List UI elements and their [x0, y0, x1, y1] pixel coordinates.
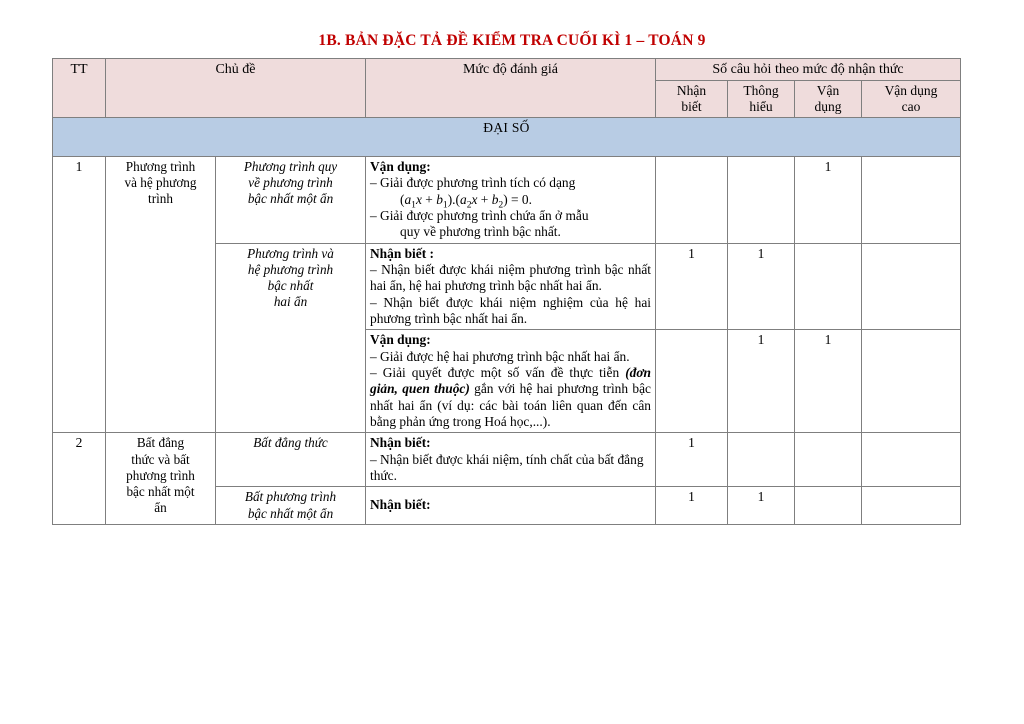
subtopic-line: hệ phương trình — [247, 261, 334, 277]
subtopic-cell — [216, 243, 366, 433]
topic-line: trình — [148, 191, 173, 207]
col-header-van-dung-cao-line1: Vận dụng — [884, 83, 938, 99]
level-item-text: – Giải được phương trình chứa ẩn ở mẫu — [370, 207, 589, 223]
col-header-level: Mức độ đánh giá — [366, 59, 656, 118]
count-van-dung-cao — [862, 487, 961, 524]
subtopic-line: về phương trình — [248, 175, 333, 191]
col-header-nhan-biet-line2: biết — [681, 99, 702, 114]
count-nhan-biet: 1 — [656, 433, 728, 487]
level-item-continuation: $(a_1x + b_1).(a_2x + b_2) = 0$. — [400, 191, 532, 211]
subtopic-line: Bất đẳng thức — [253, 435, 328, 451]
level-heading: Vận dụng: — [370, 158, 431, 174]
topic-cell-1 — [106, 156, 216, 433]
topic-line: phương trình — [126, 467, 195, 483]
topic-cell-2 — [106, 433, 216, 524]
count-thong-hieu: 1 — [728, 487, 795, 524]
page-title: 1B. BẢN ĐẶC TẢ ĐỀ KIỂM TRA CUỐI KÌ 1 – TOÁN 9 — [318, 32, 706, 49]
level-cell — [366, 156, 656, 243]
count-van-dung-cao — [862, 330, 961, 433]
spec-table-container — [52, 58, 961, 525]
count-van-dung: 1 — [795, 156, 862, 243]
col-header-thong-hieu-line2: hiểu — [749, 99, 773, 114]
specification-table — [52, 58, 961, 525]
level-item-emphasis: (đơn giản, quen thuộc) — [370, 365, 651, 397]
count-thong-hieu: 1 — [728, 243, 795, 330]
level-item — [370, 365, 651, 430]
level-cell — [366, 330, 656, 433]
count-thong-hieu: 1 — [728, 330, 795, 433]
col-header-topic: Chủ đề — [106, 59, 366, 118]
subtopic-line: bậc nhất — [267, 277, 314, 293]
table-header — [53, 59, 961, 118]
count-van-dung — [795, 433, 862, 487]
table-row — [53, 156, 961, 243]
row-number-1: 1 — [53, 156, 106, 433]
topic-line: Phương trình — [125, 158, 196, 174]
count-van-dung-cao — [862, 433, 961, 487]
level-item-text: – Giải được phương trình tích có dạng — [370, 175, 576, 191]
count-nhan-biet: 1 — [656, 487, 728, 524]
col-header-thong-hieu-line1: Thông — [743, 83, 779, 99]
subtopic-cell — [216, 487, 366, 524]
section-band-row — [53, 117, 961, 156]
count-van-dung — [795, 487, 862, 524]
col-header-thong-hieu — [728, 81, 795, 118]
count-nhan-biet — [656, 156, 728, 243]
subtopic-line: Bất phương trình — [244, 489, 337, 505]
count-thong-hieu — [728, 156, 795, 243]
subtopic-line: bậc nhất một ẩn — [247, 505, 334, 521]
count-van-dung-cao — [862, 156, 961, 243]
level-cell — [366, 433, 656, 487]
level-item — [370, 175, 651, 211]
level-cell — [366, 243, 656, 330]
subtopic-line: Phương trình quy — [243, 158, 338, 174]
count-nhan-biet — [656, 330, 728, 433]
section-band-dai-so: ĐẠI SỐ — [53, 117, 961, 156]
subtopic-line: hai ẩn — [273, 293, 308, 309]
topic-line: ẩn — [154, 499, 167, 515]
subtopic-line: Phương trình và — [247, 245, 334, 261]
level-item: – Nhận biết được khái niệm phương trình bậc nhất hai ẩn, hệ hai phương trình bậc nhất hai ẩn. — [370, 261, 651, 294]
level-item: – Nhận biết được khái niệm nghiệm của hệ hai phương trình bậc nhất hai ẩn. — [370, 294, 651, 327]
level-item-continuation: quy về phương trình bậc nhất. — [400, 224, 561, 240]
topic-line: bậc nhất một — [126, 483, 195, 499]
count-van-dung-cao — [862, 243, 961, 330]
col-header-van-dung-cao-line2: cao — [901, 99, 921, 114]
topic-line: thức và bất — [131, 451, 190, 467]
col-header-van-dung — [795, 81, 862, 118]
col-header-nhan-biet-line1: Nhận — [676, 83, 707, 99]
col-header-van-dung-line2: dụng — [814, 99, 842, 114]
col-header-counts-group: Số câu hỏi theo mức độ nhận thức — [656, 59, 961, 81]
level-item: – Giải được hệ hai phương trình bậc nhất hai ẩn. — [370, 348, 630, 364]
col-header-van-dung-line1: Vận — [816, 83, 840, 99]
header-row-top — [53, 59, 961, 81]
col-header-van-dung-cao — [862, 81, 961, 118]
count-van-dung: 1 — [795, 330, 862, 433]
subtopic-cell — [216, 156, 366, 243]
subtopic-line: bậc nhất một ẩn — [247, 191, 334, 207]
subtopic-cell — [216, 433, 366, 487]
level-heading: Nhận biết : — [370, 245, 434, 261]
col-header-tt: TT — [53, 59, 106, 118]
count-van-dung — [795, 243, 862, 330]
level-heading: Nhận biết: — [370, 497, 431, 513]
level-item: – Nhận biết được khái niệm, tính chất của bất đẳng thức. — [370, 451, 644, 484]
topic-line: Bất đẳng — [136, 435, 185, 451]
level-item-post: gắn với hệ hai phương trình bậc nhất hai ẩn (ví dụ: các bài toán liên quan đến cân bằng phản ứng trong Hoá học,...). — [370, 381, 651, 430]
level-item-pre: – Giải quyết được một số vấn đề thực tiễn — [370, 365, 626, 381]
level-cell — [366, 487, 656, 524]
table-body — [53, 117, 961, 524]
count-thong-hieu — [728, 433, 795, 487]
level-heading: Nhận biết: — [370, 435, 431, 451]
row-number-2: 2 — [53, 433, 106, 524]
level-heading: Vận dụng: — [370, 332, 431, 348]
count-nhan-biet: 1 — [656, 243, 728, 330]
level-item — [370, 208, 651, 241]
col-header-nhan-biet — [656, 81, 728, 118]
table-row — [53, 433, 961, 487]
topic-line: và hệ phương — [124, 175, 197, 191]
